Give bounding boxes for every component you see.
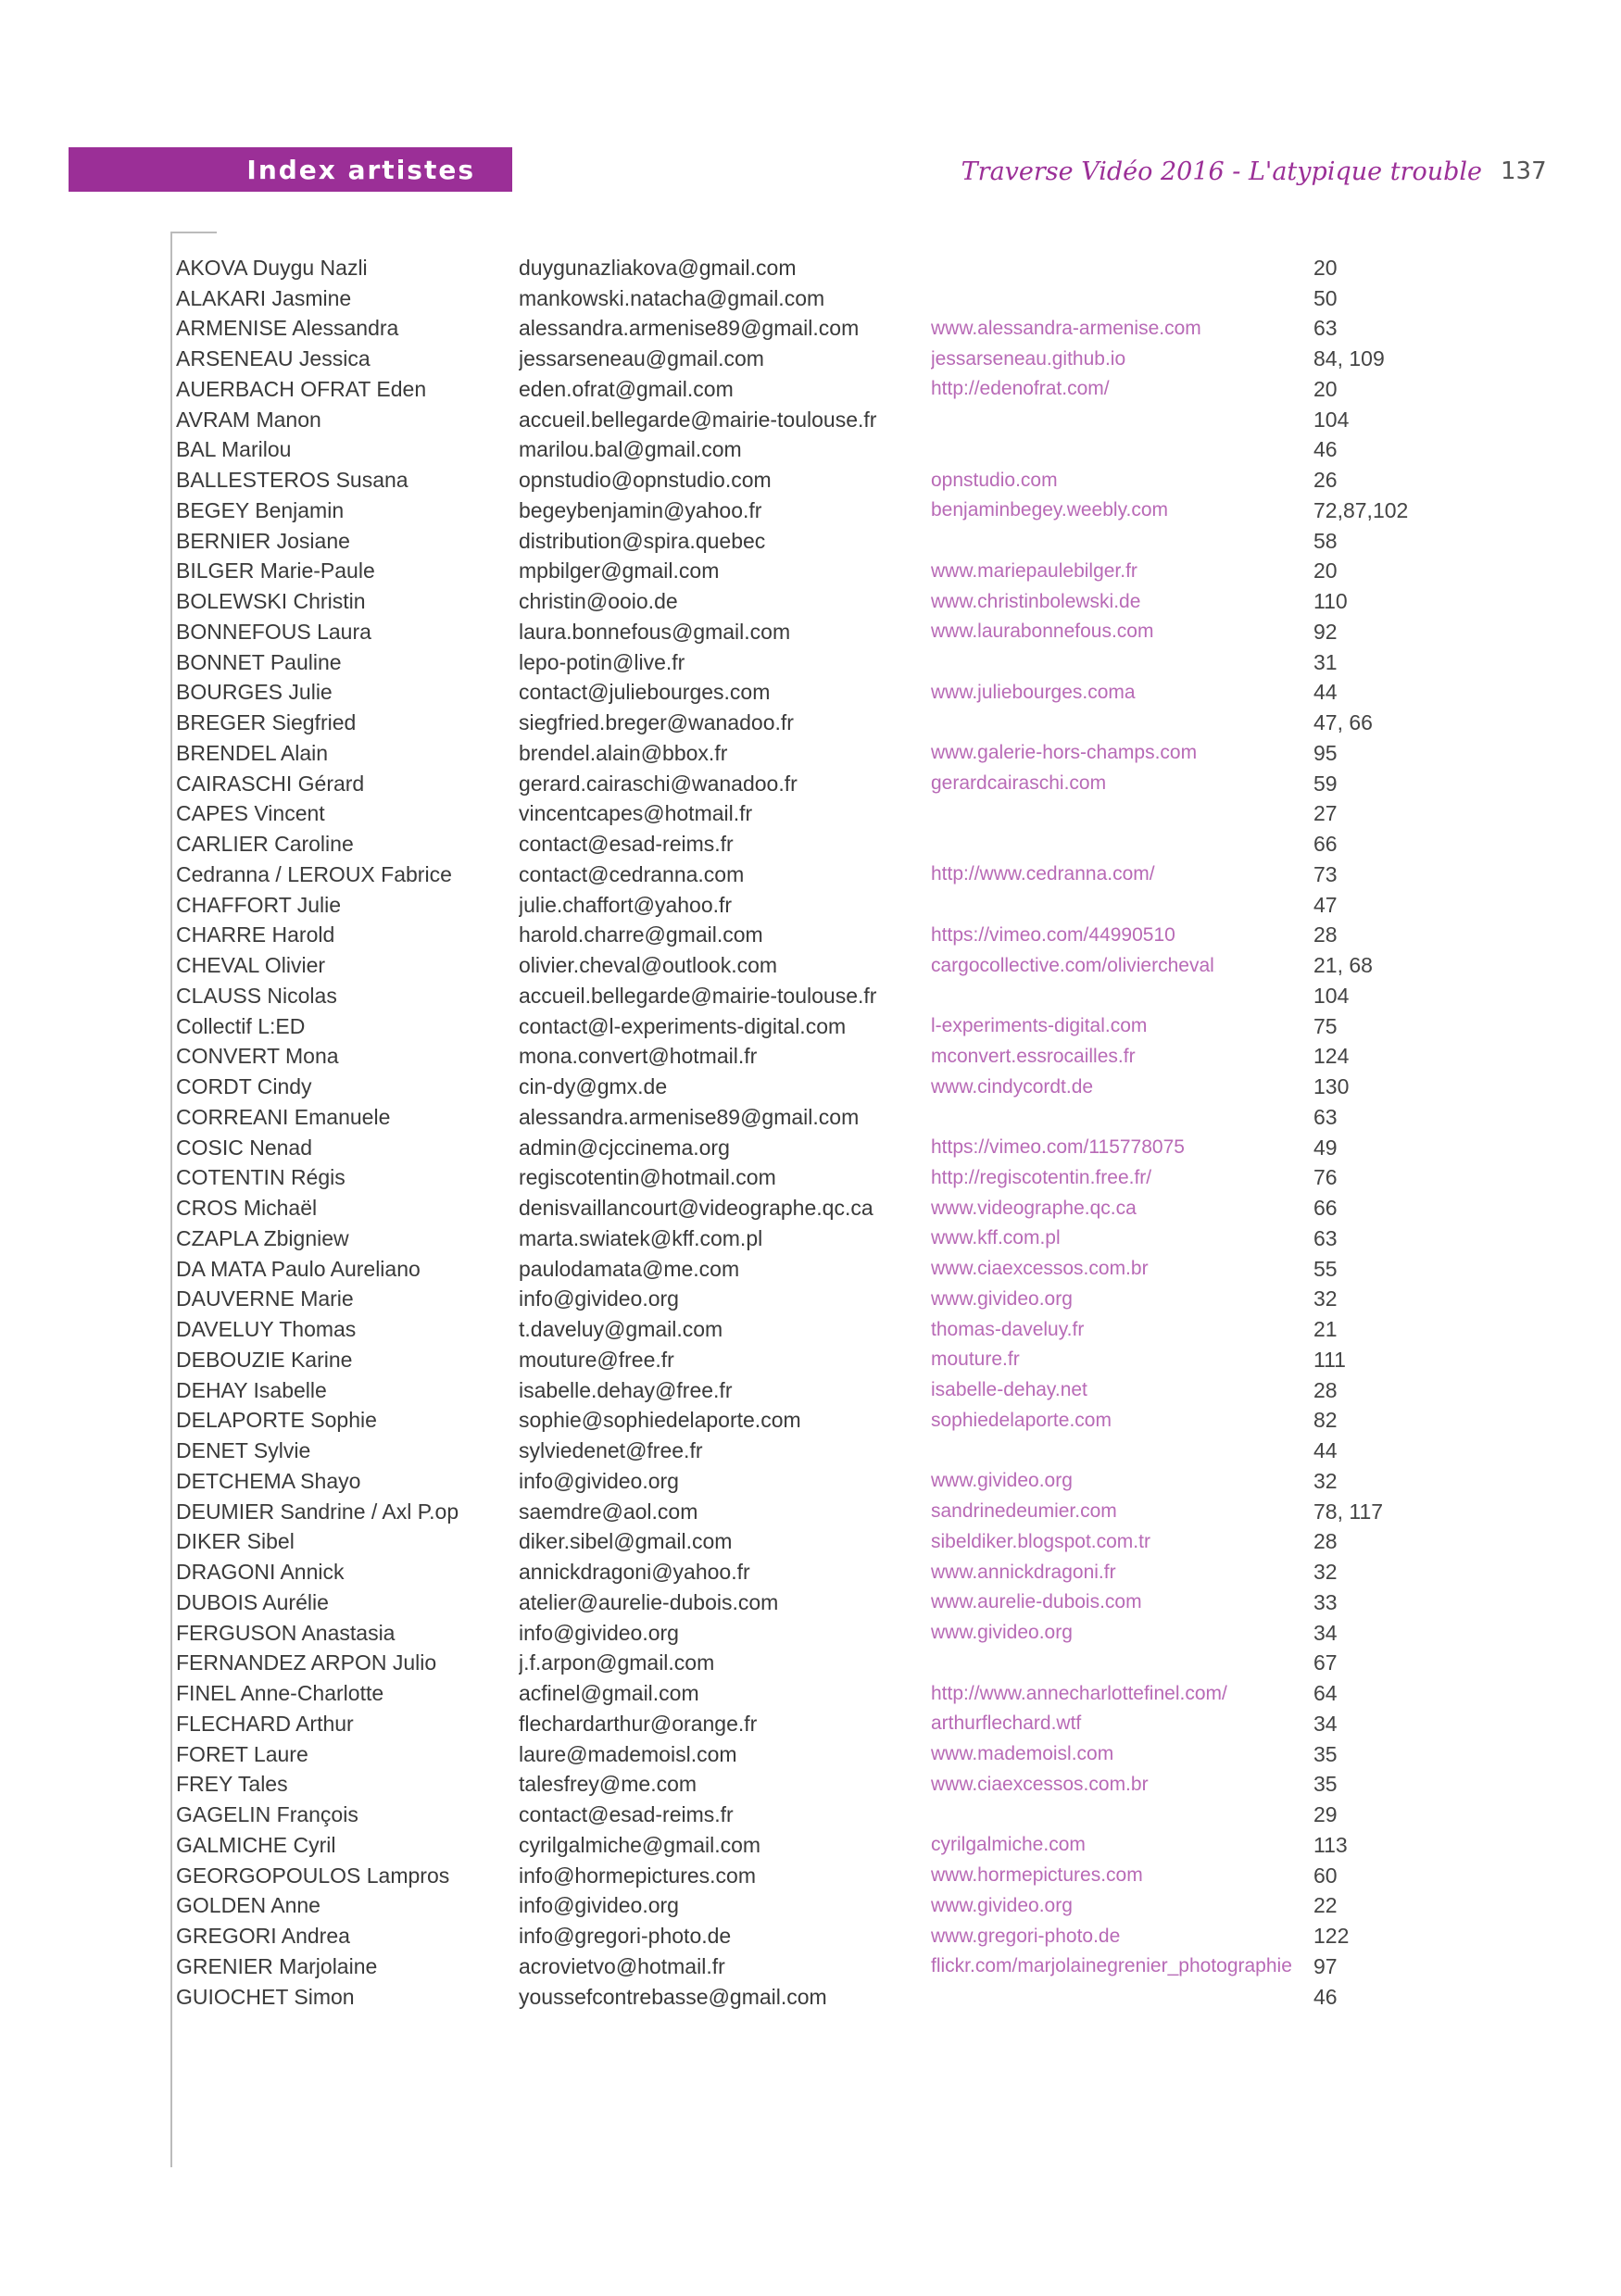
artist-pages: 20 — [1313, 255, 1338, 280]
artist-name: DUBOIS Aurélie — [176, 1589, 329, 1614]
artist-email[interactable]: t.daveluy@gmail.com — [519, 1317, 723, 1342]
artist-website[interactable]: www.laurabonnefous.com — [931, 621, 1154, 643]
artist-email[interactable]: accueil.bellegarde@mairie-toulouse.fr — [519, 983, 877, 1008]
index-entry — [176, 738, 1491, 769]
artist-pages: 20 — [1313, 558, 1338, 583]
artist-name: GOLDEN Anne — [176, 1893, 320, 1918]
artist-website[interactable]: http://www.annecharlottefinel.com/ — [931, 1682, 1227, 1704]
index-entry — [176, 647, 1491, 678]
artist-name: DEHAY Isabelle — [176, 1377, 327, 1402]
index-entry — [176, 1527, 1491, 1558]
artist-website[interactable]: thomas-daveluy.fr — [931, 1318, 1085, 1340]
left-rule — [170, 232, 172, 2167]
artist-email[interactable]: olivier.cheval@outlook.com — [519, 953, 778, 978]
artist-website[interactable]: http://www.cedranna.com/ — [931, 863, 1155, 885]
artist-website[interactable]: l-experiments-digital.com — [931, 1015, 1148, 1037]
artist-pages: 46 — [1313, 1984, 1338, 2009]
artist-pages: 72,87,102 — [1313, 497, 1409, 522]
artist-name: BOURGES Julie — [176, 680, 333, 705]
index-entry — [176, 617, 1491, 647]
artist-name: DIKER Sibel — [176, 1529, 295, 1554]
artist-website[interactable]: www.mariepaulebilger.fr — [931, 559, 1137, 582]
index-entry — [176, 769, 1491, 799]
index-entry — [176, 1649, 1491, 1679]
artist-name: DRAGONI Annick — [176, 1560, 345, 1585]
artist-email[interactable]: info@givideo.org — [519, 1893, 679, 1918]
artist-website[interactable]: gerardcairaschi.com — [931, 772, 1107, 795]
artist-pages: 22 — [1313, 1893, 1338, 1918]
artist-website[interactable]: mconvert.essrocailles.fr — [931, 1045, 1136, 1067]
artist-pages: 84, 109 — [1313, 346, 1385, 371]
index-entry — [176, 405, 1491, 435]
artist-name: ALAKARI Jasmine — [176, 285, 352, 310]
page-number: 137 — [1501, 157, 1547, 185]
artist-website[interactable]: http://regiscotentin.free.fr/ — [931, 1166, 1152, 1188]
artist-website[interactable]: www.annickdragoni.fr — [931, 1561, 1116, 1583]
artist-email[interactable]: contact@juliebourges.com — [519, 680, 771, 705]
artist-email[interactable]: vincentcapes@hotmail.fr — [519, 801, 753, 826]
artist-email[interactable]: mouture@free.fr — [519, 1347, 674, 1372]
artist-email[interactable]: begeybenjamin@yahoo.fr — [519, 497, 762, 522]
index-entry — [176, 1102, 1491, 1133]
artist-name: ARSENEAU Jessica — [176, 346, 371, 371]
artist-name: AKOVA Duygu Nazli — [176, 255, 368, 280]
artist-website[interactable]: www.alessandra-armenise.com — [931, 317, 1201, 339]
artist-pages: 63 — [1313, 1225, 1338, 1250]
artist-name: GUIOCHET Simon — [176, 1984, 355, 2009]
artist-email[interactable]: jessarseneau@gmail.com — [519, 346, 764, 371]
artist-website[interactable]: benjaminbegey.weebly.com — [931, 499, 1169, 521]
index-entry — [176, 1345, 1491, 1375]
artist-pages: 104 — [1313, 983, 1350, 1008]
artist-pages: 113 — [1313, 1832, 1348, 1857]
artist-email[interactable]: contact@cedranna.com — [519, 861, 745, 886]
artist-email[interactable]: info@gregori-photo.de — [519, 1924, 732, 1949]
artist-pages: 31 — [1313, 649, 1338, 674]
section-tab — [69, 147, 512, 192]
artist-pages: 35 — [1313, 1741, 1338, 1766]
artist-pages: 66 — [1313, 832, 1338, 857]
artist-website[interactable]: www.givideo.org — [931, 1470, 1073, 1492]
index-entry — [176, 283, 1491, 314]
index-entry — [176, 829, 1491, 859]
artist-index-list — [176, 253, 1491, 2013]
artist-email[interactable]: flechardarthur@orange.fr — [519, 1711, 758, 1736]
index-entry — [176, 374, 1491, 405]
index-entry — [176, 921, 1491, 951]
artist-email[interactable]: info@hormepictures.com — [519, 1863, 756, 1888]
artist-pages: 73 — [1313, 861, 1338, 886]
artist-email[interactable]: regiscotentin@hotmail.com — [519, 1165, 776, 1190]
artist-pages: 55 — [1313, 1256, 1338, 1281]
artist-email[interactable]: eden.ofrat@gmail.com — [519, 376, 734, 401]
artist-email[interactable]: laure@mademoisl.com — [519, 1741, 737, 1766]
artist-website[interactable]: https://vimeo.com/44990510 — [931, 923, 1175, 946]
artist-email[interactable]: contact@l-experiments-digital.com — [519, 1013, 847, 1038]
artist-website[interactable]: www.hormepictures.com — [931, 1864, 1143, 1887]
artist-website[interactable]: www.mademoisl.com — [931, 1743, 1114, 1765]
artist-name: BAL Marilou — [176, 437, 292, 462]
artist-email[interactable]: distribution@spira.quebec — [519, 528, 766, 553]
index-entry — [176, 586, 1491, 617]
artist-name: DAVELUY Thomas — [176, 1317, 357, 1342]
artist-website[interactable]: https://vimeo.com/115778075 — [931, 1136, 1185, 1159]
artist-pages: 44 — [1313, 1438, 1338, 1463]
artist-email[interactable]: isabelle.dehay@free.fr — [519, 1377, 733, 1402]
artist-pages: 124 — [1313, 1044, 1350, 1069]
artist-email[interactable]: admin@cjccinema.org — [519, 1135, 730, 1160]
artist-name: CORDT Cindy — [176, 1074, 312, 1099]
index-entry — [176, 465, 1491, 496]
index-entry — [176, 890, 1491, 921]
artist-email[interactable]: contact@esad-reims.fr — [519, 1802, 734, 1827]
artist-name: GRENIER Marjolaine — [176, 1953, 378, 1978]
artist-pages: 34 — [1313, 1711, 1338, 1736]
artist-website[interactable]: sandrinedeumier.com — [931, 1500, 1117, 1523]
artist-email[interactable]: atelier@aurelie-dubois.com — [519, 1589, 779, 1614]
artist-pages: 95 — [1313, 740, 1338, 765]
artist-name: BILGER Marie-Paule — [176, 558, 375, 583]
artist-pages: 32 — [1313, 1286, 1338, 1311]
artist-pages: 104 — [1313, 407, 1350, 432]
artist-website[interactable]: www.givideo.org — [931, 1287, 1073, 1310]
artist-name: CHEVAL Olivier — [176, 953, 326, 978]
artist-pages: 76 — [1313, 1165, 1338, 1190]
artist-website[interactable]: www.givideo.org — [931, 1894, 1073, 1916]
index-entry — [176, 678, 1491, 709]
artist-name: DAUVERNE Marie — [176, 1286, 354, 1311]
artist-pages: 21 — [1313, 1317, 1338, 1342]
artist-name: CONVERT Mona — [176, 1044, 339, 1069]
artist-name: CAIRASCHI Gérard — [176, 771, 365, 796]
artist-email[interactable]: opnstudio@opnstudio.com — [519, 468, 772, 493]
artist-email[interactable]: lepo-potin@live.fr — [519, 649, 685, 674]
artist-email[interactable]: alessandra.armenise89@gmail.com — [519, 316, 860, 341]
index-entry — [176, 1193, 1491, 1223]
artist-website[interactable]: www.givideo.org — [931, 1622, 1073, 1644]
index-entry — [176, 1011, 1491, 1042]
index-entry — [176, 1254, 1491, 1285]
artist-email[interactable]: j.f.arpon@gmail.com — [519, 1650, 715, 1675]
artist-email[interactable]: accueil.bellegarde@mairie-toulouse.fr — [519, 407, 877, 432]
left-rule-tick — [170, 232, 217, 233]
artist-email[interactable]: annickdragoni@yahoo.fr — [519, 1560, 750, 1585]
artist-email[interactable]: marta.swiatek@kff.com.pl — [519, 1225, 763, 1250]
artist-pages: 29 — [1313, 1802, 1338, 1827]
artist-name: CARLIER Caroline — [176, 832, 354, 857]
index-entry — [176, 344, 1491, 374]
artist-email[interactable]: gerard.cairaschi@wanadoo.fr — [519, 771, 798, 796]
index-entry — [176, 1891, 1491, 1922]
artist-pages: 58 — [1313, 528, 1338, 553]
artist-website[interactable]: sibeldiker.blogspot.com.tr — [931, 1530, 1150, 1552]
artist-website[interactable]: www.ciaexcessos.com.br — [931, 1258, 1149, 1280]
artist-name: BRENDEL Alain — [176, 740, 329, 765]
artist-email[interactable]: denisvaillancourt@videographe.qc.ca — [519, 1196, 873, 1221]
artist-name: DEBOUZIE Karine — [176, 1347, 353, 1372]
artist-name: CZAPLA Zbigniew — [176, 1225, 349, 1250]
artist-pages: 64 — [1313, 1681, 1338, 1706]
artist-pages: 63 — [1313, 1104, 1338, 1129]
artist-email[interactable]: cin-dy@gmx.de — [519, 1074, 668, 1099]
artist-pages: 28 — [1313, 1529, 1338, 1554]
artist-pages: 49 — [1313, 1135, 1338, 1160]
artist-email[interactable]: marilou.bal@gmail.com — [519, 437, 742, 462]
artist-name: GEORGOPOULOS Lampros — [176, 1863, 450, 1888]
artist-website[interactable]: www.christinbolewski.de — [931, 590, 1141, 612]
artist-email[interactable]: acfinel@gmail.com — [519, 1681, 699, 1706]
artist-email[interactable]: paulodamata@me.com — [519, 1256, 740, 1281]
artist-name: FINEL Anne-Charlotte — [176, 1681, 384, 1706]
index-entry — [176, 1163, 1491, 1194]
artist-name: DELAPORTE Sophie — [176, 1408, 377, 1433]
artist-pages: 32 — [1313, 1468, 1338, 1493]
artist-name: BEGEY Benjamin — [176, 497, 345, 522]
index-entry — [176, 1678, 1491, 1709]
artist-email[interactable]: youssefcontrebasse@gmail.com — [519, 1984, 827, 2009]
artist-pages: 60 — [1313, 1863, 1338, 1888]
index-entry — [176, 859, 1491, 890]
artist-name: DA MATA Paulo Aureliano — [176, 1256, 421, 1281]
artist-name: GAGELIN François — [176, 1802, 358, 1827]
artist-email[interactable]: acrovietvo@hotmail.fr — [519, 1953, 725, 1978]
artist-email[interactable]: cyrilgalmiche@gmail.com — [519, 1832, 761, 1857]
artist-pages: 59 — [1313, 771, 1338, 796]
index-entry — [176, 1406, 1491, 1437]
artist-website[interactable]: isabelle-dehay.net — [931, 1379, 1087, 1401]
artist-pages: 67 — [1313, 1650, 1338, 1675]
artist-pages: 28 — [1313, 1377, 1338, 1402]
artist-name: ARMENISE Alessandra — [176, 316, 399, 341]
artist-pages: 32 — [1313, 1560, 1338, 1585]
artist-name: BONNEFOUS Laura — [176, 619, 371, 644]
artist-website[interactable]: www.cindycordt.de — [931, 1075, 1094, 1098]
artist-email[interactable]: info@givideo.org — [519, 1286, 679, 1311]
artist-website[interactable]: jessarseneau.github.io — [931, 347, 1126, 370]
artist-email[interactable]: info@givideo.org — [519, 1620, 679, 1645]
index-entry — [176, 1800, 1491, 1830]
artist-email[interactable]: talesfrey@me.com — [519, 1772, 697, 1797]
artist-name: CHAFFORT Julie — [176, 892, 342, 917]
artist-name: FREY Tales — [176, 1772, 288, 1797]
artist-website[interactable]: www.ciaexcessos.com.br — [931, 1773, 1149, 1795]
artist-name: BALLESTEROS Susana — [176, 468, 408, 493]
artist-pages: 50 — [1313, 285, 1338, 310]
artist-website[interactable]: cargocollective.com/oliviercheval — [931, 954, 1214, 976]
artist-name: BONNET Pauline — [176, 649, 342, 674]
artist-name: CORREANI Emanuele — [176, 1104, 391, 1129]
artist-name: DETCHEMA Shayo — [176, 1468, 361, 1493]
artist-name: GREGORI Andrea — [176, 1924, 350, 1949]
artist-name: CLAUSS Nicolas — [176, 983, 337, 1008]
artist-name: Cedranna / LEROUX Fabrice — [176, 861, 452, 886]
artist-name: FLECHARD Arthur — [176, 1711, 354, 1736]
running-title: Traverse Vidéo 2016 - L'atypique trouble — [961, 157, 1482, 186]
index-entry — [176, 1497, 1491, 1527]
index-entry — [176, 1709, 1491, 1739]
artist-website[interactable]: http://edenofrat.com/ — [931, 378, 1110, 400]
index-entry — [176, 435, 1491, 466]
artist-website[interactable]: www.juliebourges.coma — [931, 681, 1136, 703]
artist-name: COTENTIN Régis — [176, 1165, 346, 1190]
artist-pages: 46 — [1313, 437, 1338, 462]
artist-pages: 66 — [1313, 1196, 1338, 1221]
artist-email[interactable]: saemdre@aol.com — [519, 1499, 698, 1524]
artist-name: CAPES Vincent — [176, 801, 325, 826]
artist-name: DEUMIER Sandrine / Axl P.op — [176, 1499, 459, 1524]
artist-email[interactable]: contact@esad-reims.fr — [519, 832, 734, 857]
artist-website[interactable]: www.kff.com.pl — [931, 1227, 1061, 1249]
artist-pages: 130 — [1313, 1074, 1350, 1099]
index-entry — [176, 1982, 1491, 2013]
index-entry — [176, 981, 1491, 1011]
artist-name: DENET Sylvie — [176, 1438, 311, 1463]
index-entry — [176, 1436, 1491, 1466]
index-entry — [176, 526, 1491, 557]
artist-website[interactable]: www.aurelie-dubois.com — [931, 1591, 1142, 1613]
artist-email[interactable]: brendel.alain@bbox.fr — [519, 740, 728, 765]
artist-name: BREGER Siegfried — [176, 710, 357, 735]
artist-email[interactable]: diker.sibel@gmail.com — [519, 1529, 733, 1554]
index-entry — [176, 1072, 1491, 1102]
artist-email[interactable]: julie.chaffort@yahoo.fr — [519, 892, 733, 917]
artist-name: FERNANDEZ ARPON Julio — [176, 1650, 437, 1675]
artist-email[interactable]: christin@ooio.de — [519, 589, 678, 614]
artist-email[interactable]: info@givideo.org — [519, 1468, 679, 1493]
artist-email[interactable]: siegfried.breger@wanadoo.fr — [519, 710, 794, 735]
index-entry — [176, 799, 1491, 830]
artist-pages: 75 — [1313, 1013, 1338, 1038]
artist-email[interactable]: mona.convert@hotmail.fr — [519, 1044, 758, 1069]
artist-pages: 97 — [1313, 1953, 1338, 1978]
index-entry — [176, 253, 1491, 283]
artist-pages: 47, 66 — [1313, 710, 1373, 735]
artist-pages: 47 — [1313, 892, 1338, 917]
index-entry — [176, 1133, 1491, 1163]
artist-name: FORET Laure — [176, 1741, 308, 1766]
artist-pages: 28 — [1313, 922, 1338, 947]
artist-website[interactable]: flickr.com/marjolainegrenier_photographie — [931, 1955, 1292, 1977]
index-entry — [176, 1285, 1491, 1315]
index-entry — [176, 1557, 1491, 1587]
artist-website[interactable]: www.galerie-hors-champs.com — [931, 742, 1198, 764]
artist-email[interactable]: sophie@sophiedelaporte.com — [519, 1408, 801, 1433]
artist-email[interactable]: harold.charre@gmail.com — [519, 922, 763, 947]
artist-pages: 110 — [1313, 589, 1348, 614]
artist-website[interactable]: www.videographe.qc.ca — [931, 1197, 1137, 1219]
artist-email[interactable]: duygunazliakova@gmail.com — [519, 255, 797, 280]
artist-name: GALMICHE Cyril — [176, 1832, 336, 1857]
index-entry — [176, 1466, 1491, 1497]
artist-website[interactable]: www.gregori-photo.de — [931, 1925, 1121, 1947]
index-entry — [176, 1951, 1491, 1982]
artist-name: BOLEWSKI Christin — [176, 589, 366, 614]
artist-website[interactable]: arthurflechard.wtf — [931, 1713, 1082, 1735]
index-entry — [176, 1314, 1491, 1345]
index-entry — [176, 1770, 1491, 1800]
index-entry — [176, 1739, 1491, 1770]
index-entry — [176, 708, 1491, 738]
artist-name: FERGUSON Anastasia — [176, 1620, 396, 1645]
artist-name: AUERBACH OFRAT Eden — [176, 376, 427, 401]
index-entry — [176, 950, 1491, 981]
index-entry — [176, 1375, 1491, 1406]
index-entry — [176, 1921, 1491, 1951]
index-entry — [176, 1618, 1491, 1649]
artist-pages: 44 — [1313, 680, 1338, 705]
index-entry — [176, 496, 1491, 526]
artist-pages: 33 — [1313, 1589, 1338, 1614]
artist-name: BERNIER Josiane — [176, 528, 350, 553]
index-entry — [176, 1223, 1491, 1254]
index-entry — [176, 314, 1491, 345]
artist-pages: 82 — [1313, 1408, 1338, 1433]
index-entry — [176, 1830, 1491, 1861]
section-label: Index artistes — [246, 154, 475, 185]
artist-email[interactable]: mankowski.natacha@gmail.com — [519, 285, 825, 310]
artist-email[interactable]: alessandra.armenise89@gmail.com — [519, 1104, 860, 1129]
artist-email[interactable]: sylviedenet@free.fr — [519, 1438, 703, 1463]
index-entry — [176, 1861, 1491, 1891]
artist-website[interactable]: mouture.fr — [931, 1349, 1020, 1371]
artist-name: AVRAM Manon — [176, 407, 321, 432]
artist-website[interactable]: cyrilgalmiche.com — [931, 1834, 1086, 1856]
artist-pages: 27 — [1313, 801, 1338, 826]
artist-name: COSIC Nenad — [176, 1135, 313, 1160]
artist-pages: 92 — [1313, 619, 1338, 644]
artist-pages: 78, 117 — [1313, 1499, 1384, 1524]
artist-email[interactable]: laura.bonnefous@gmail.com — [519, 619, 791, 644]
artist-website[interactable]: opnstudio.com — [931, 469, 1058, 491]
index-entry — [176, 1042, 1491, 1073]
artist-pages: 26 — [1313, 468, 1338, 493]
artist-pages: 21, 68 — [1313, 953, 1373, 978]
artist-name: CROS Michaël — [176, 1196, 318, 1221]
artist-email[interactable]: mpbilger@gmail.com — [519, 558, 720, 583]
artist-pages: 122 — [1313, 1924, 1350, 1949]
index-entry — [176, 1587, 1491, 1618]
index-entry — [176, 557, 1491, 587]
artist-pages: 20 — [1313, 376, 1338, 401]
artist-pages: 111 — [1313, 1347, 1346, 1372]
artist-pages: 63 — [1313, 316, 1338, 341]
artist-name: CHARRE Harold — [176, 922, 335, 947]
artist-pages: 35 — [1313, 1772, 1338, 1797]
artist-pages: 34 — [1313, 1620, 1338, 1645]
artist-name: Collectif L:ED — [176, 1013, 306, 1038]
artist-website[interactable]: sophiedelaporte.com — [931, 1409, 1112, 1431]
